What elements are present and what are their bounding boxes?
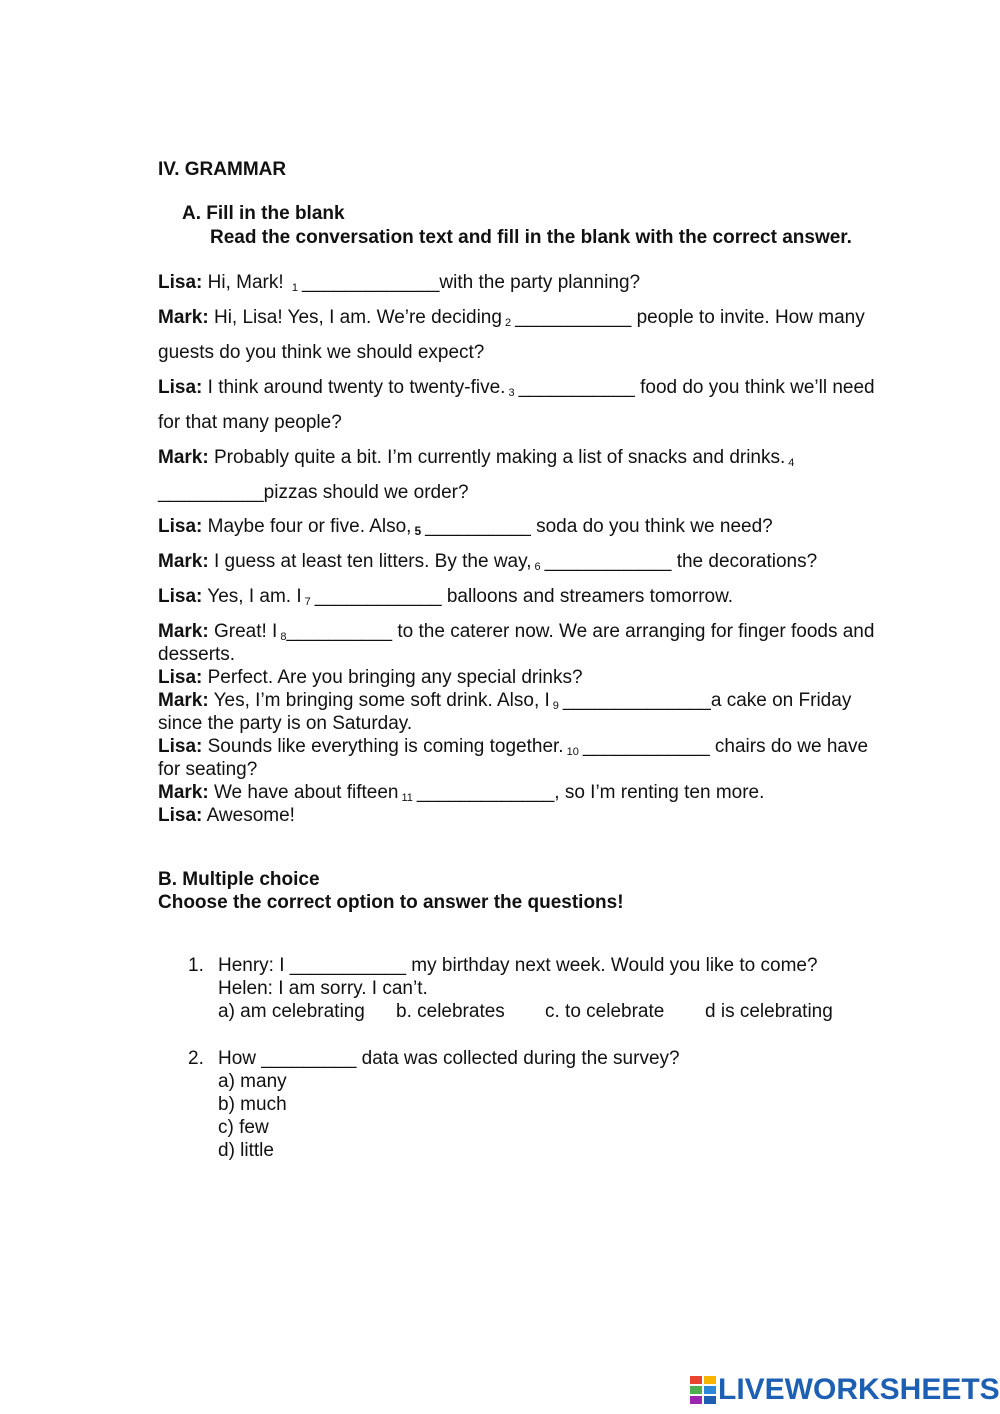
dialogue-line-6: Mark: Probably quite a bit. I’m currently making a list of snacks and drinks. 4	[158, 447, 795, 469]
q1-option-d[interactable]: d is celebrating	[705, 1001, 833, 1022]
dialogue-line-2: Mark: Hi, Lisa! Yes, I am. We’re deciding 2 ___________ people to invite. How many	[158, 307, 865, 329]
speaker-lisa: Lisa:	[158, 736, 203, 757]
dialogue-line-10: Lisa: Yes, I am. I 7 ____________ balloons and streamers tomorrow.	[158, 586, 734, 608]
q2-option-b[interactable]: b) much	[218, 1094, 287, 1115]
question-1-reply: Helen: I am sorry. I can’t.	[218, 978, 428, 999]
blank-6[interactable]: ____________	[544, 551, 672, 572]
speaker-mark: Mark:	[158, 551, 209, 572]
liveworksheets-logo-text: LIVEWORKSHEETS	[718, 1373, 1000, 1406]
dialogue-line-18: Mark: We have about fifteen 11 _____________, so I’m renting ten more.	[158, 782, 765, 804]
dialogue-line-5: for that many people?	[158, 412, 342, 433]
dialogue-line-13: Lisa: Perfect. Are you bringing any special drinks?	[158, 667, 583, 688]
dialogue-line-9: Mark: I guess at least ten litters. By the way, 6 ____________ the decorations?	[158, 551, 818, 573]
speaker-mark: Mark:	[158, 307, 209, 328]
section-title: IV. GRAMMAR	[158, 159, 287, 180]
speaker-mark: Mark:	[158, 690, 209, 711]
blank-4[interactable]: __________	[158, 482, 264, 503]
dialogue-line-1: Lisa: Hi, Mark! 1 _____________with the party planning?	[158, 272, 641, 294]
dialogue-line-8: Lisa: Maybe four or five. Also, 5 __________ soda do you think we need?	[158, 516, 773, 538]
dialogue-line-7: __________pizzas should we order?	[158, 482, 469, 503]
question-2-text: How _________ data was collected during the survey?	[218, 1048, 680, 1069]
speaker-mark: Mark:	[158, 621, 209, 642]
blank-number: 6	[534, 561, 541, 573]
part-b-instruction: Choose the correct option to answer the questions!	[158, 892, 624, 913]
blank-1[interactable]: _____________	[302, 272, 440, 293]
dialogue-line-19: Lisa: Awesome!	[158, 805, 295, 826]
dialogue-line-17: for seating?	[158, 759, 258, 780]
blank-number: 1	[291, 282, 299, 294]
blank-5[interactable]: __________	[425, 516, 531, 537]
dialogue-line-11: Mark: Great! I 8__________ to the caterer now. We are arranging for finger foods and	[158, 621, 875, 643]
speaker-mark: Mark:	[158, 782, 209, 803]
liveworksheets-logo	[690, 1373, 1000, 1407]
dialogue-line-12: desserts.	[158, 644, 236, 665]
blank-7[interactable]: ____________	[314, 586, 442, 607]
blank-number: 8	[280, 631, 287, 643]
q1-option-a[interactable]: a) am celebrating	[218, 1001, 365, 1022]
dialogue-line-15: since the party is on Saturday.	[158, 713, 413, 734]
blank-number: 7	[304, 596, 311, 608]
dialogue-line-4: Lisa: I think around twenty to twenty-five. 3 ___________ food do you think we’ll need	[158, 377, 875, 399]
blank-number: 11	[401, 792, 413, 804]
blank-number: 2	[504, 317, 512, 329]
blank-number: 10	[566, 746, 579, 758]
speaker-lisa: Lisa:	[158, 377, 203, 398]
speaker-lisa: Lisa:	[158, 667, 203, 688]
speaker-lisa: Lisa:	[158, 516, 203, 537]
blank-number: 3	[508, 387, 515, 399]
blank-11[interactable]: _____________	[416, 782, 555, 803]
part-a-title: A. Fill in the blank	[182, 203, 345, 224]
blank-3[interactable]: ___________	[518, 377, 635, 398]
blank-8[interactable]: __________	[286, 621, 393, 642]
liveworksheets-logo-icon	[690, 1376, 716, 1404]
q1-option-b[interactable]: b. celebrates	[396, 1001, 505, 1022]
question-1-text: Henry: I ___________ my birthday next week. Would you like to come?	[218, 955, 818, 976]
speaker-lisa: Lisa:	[158, 805, 203, 826]
q2-option-c[interactable]: c) few	[218, 1117, 269, 1138]
blank-number: 4	[788, 457, 795, 469]
blank-number: 9	[552, 700, 559, 712]
blank-number: 5	[414, 524, 422, 538]
part-b-title: B. Multiple choice	[158, 869, 320, 890]
speaker-mark: Mark:	[158, 447, 209, 468]
dialogue-line-16: Lisa: Sounds like everything is coming together. 10 ____________ chairs do we have	[158, 736, 869, 758]
speaker-lisa: Lisa:	[158, 272, 203, 293]
question-number: 2.	[188, 1048, 204, 1069]
blank-9[interactable]: ______________	[562, 690, 711, 711]
blank-10[interactable]: ____________	[582, 736, 710, 757]
speaker-lisa: Lisa:	[158, 586, 203, 607]
dialogue-line-14: Mark: Yes, I’m bringing some soft drink. Also, I 9 ______________a cake on Friday	[158, 690, 852, 712]
q2-option-d[interactable]: d) little	[218, 1140, 274, 1161]
question-number: 1.	[188, 955, 204, 976]
part-a-instruction: Read the conversation text and fill in the blank with the correct answer.	[210, 227, 852, 248]
q2-option-a[interactable]: a) many	[218, 1071, 287, 1092]
q1-option-c[interactable]: c. to celebrate	[545, 1001, 665, 1022]
blank-2[interactable]: ___________	[515, 307, 632, 328]
dialogue-line-3: guests do you think we should expect?	[158, 342, 485, 363]
